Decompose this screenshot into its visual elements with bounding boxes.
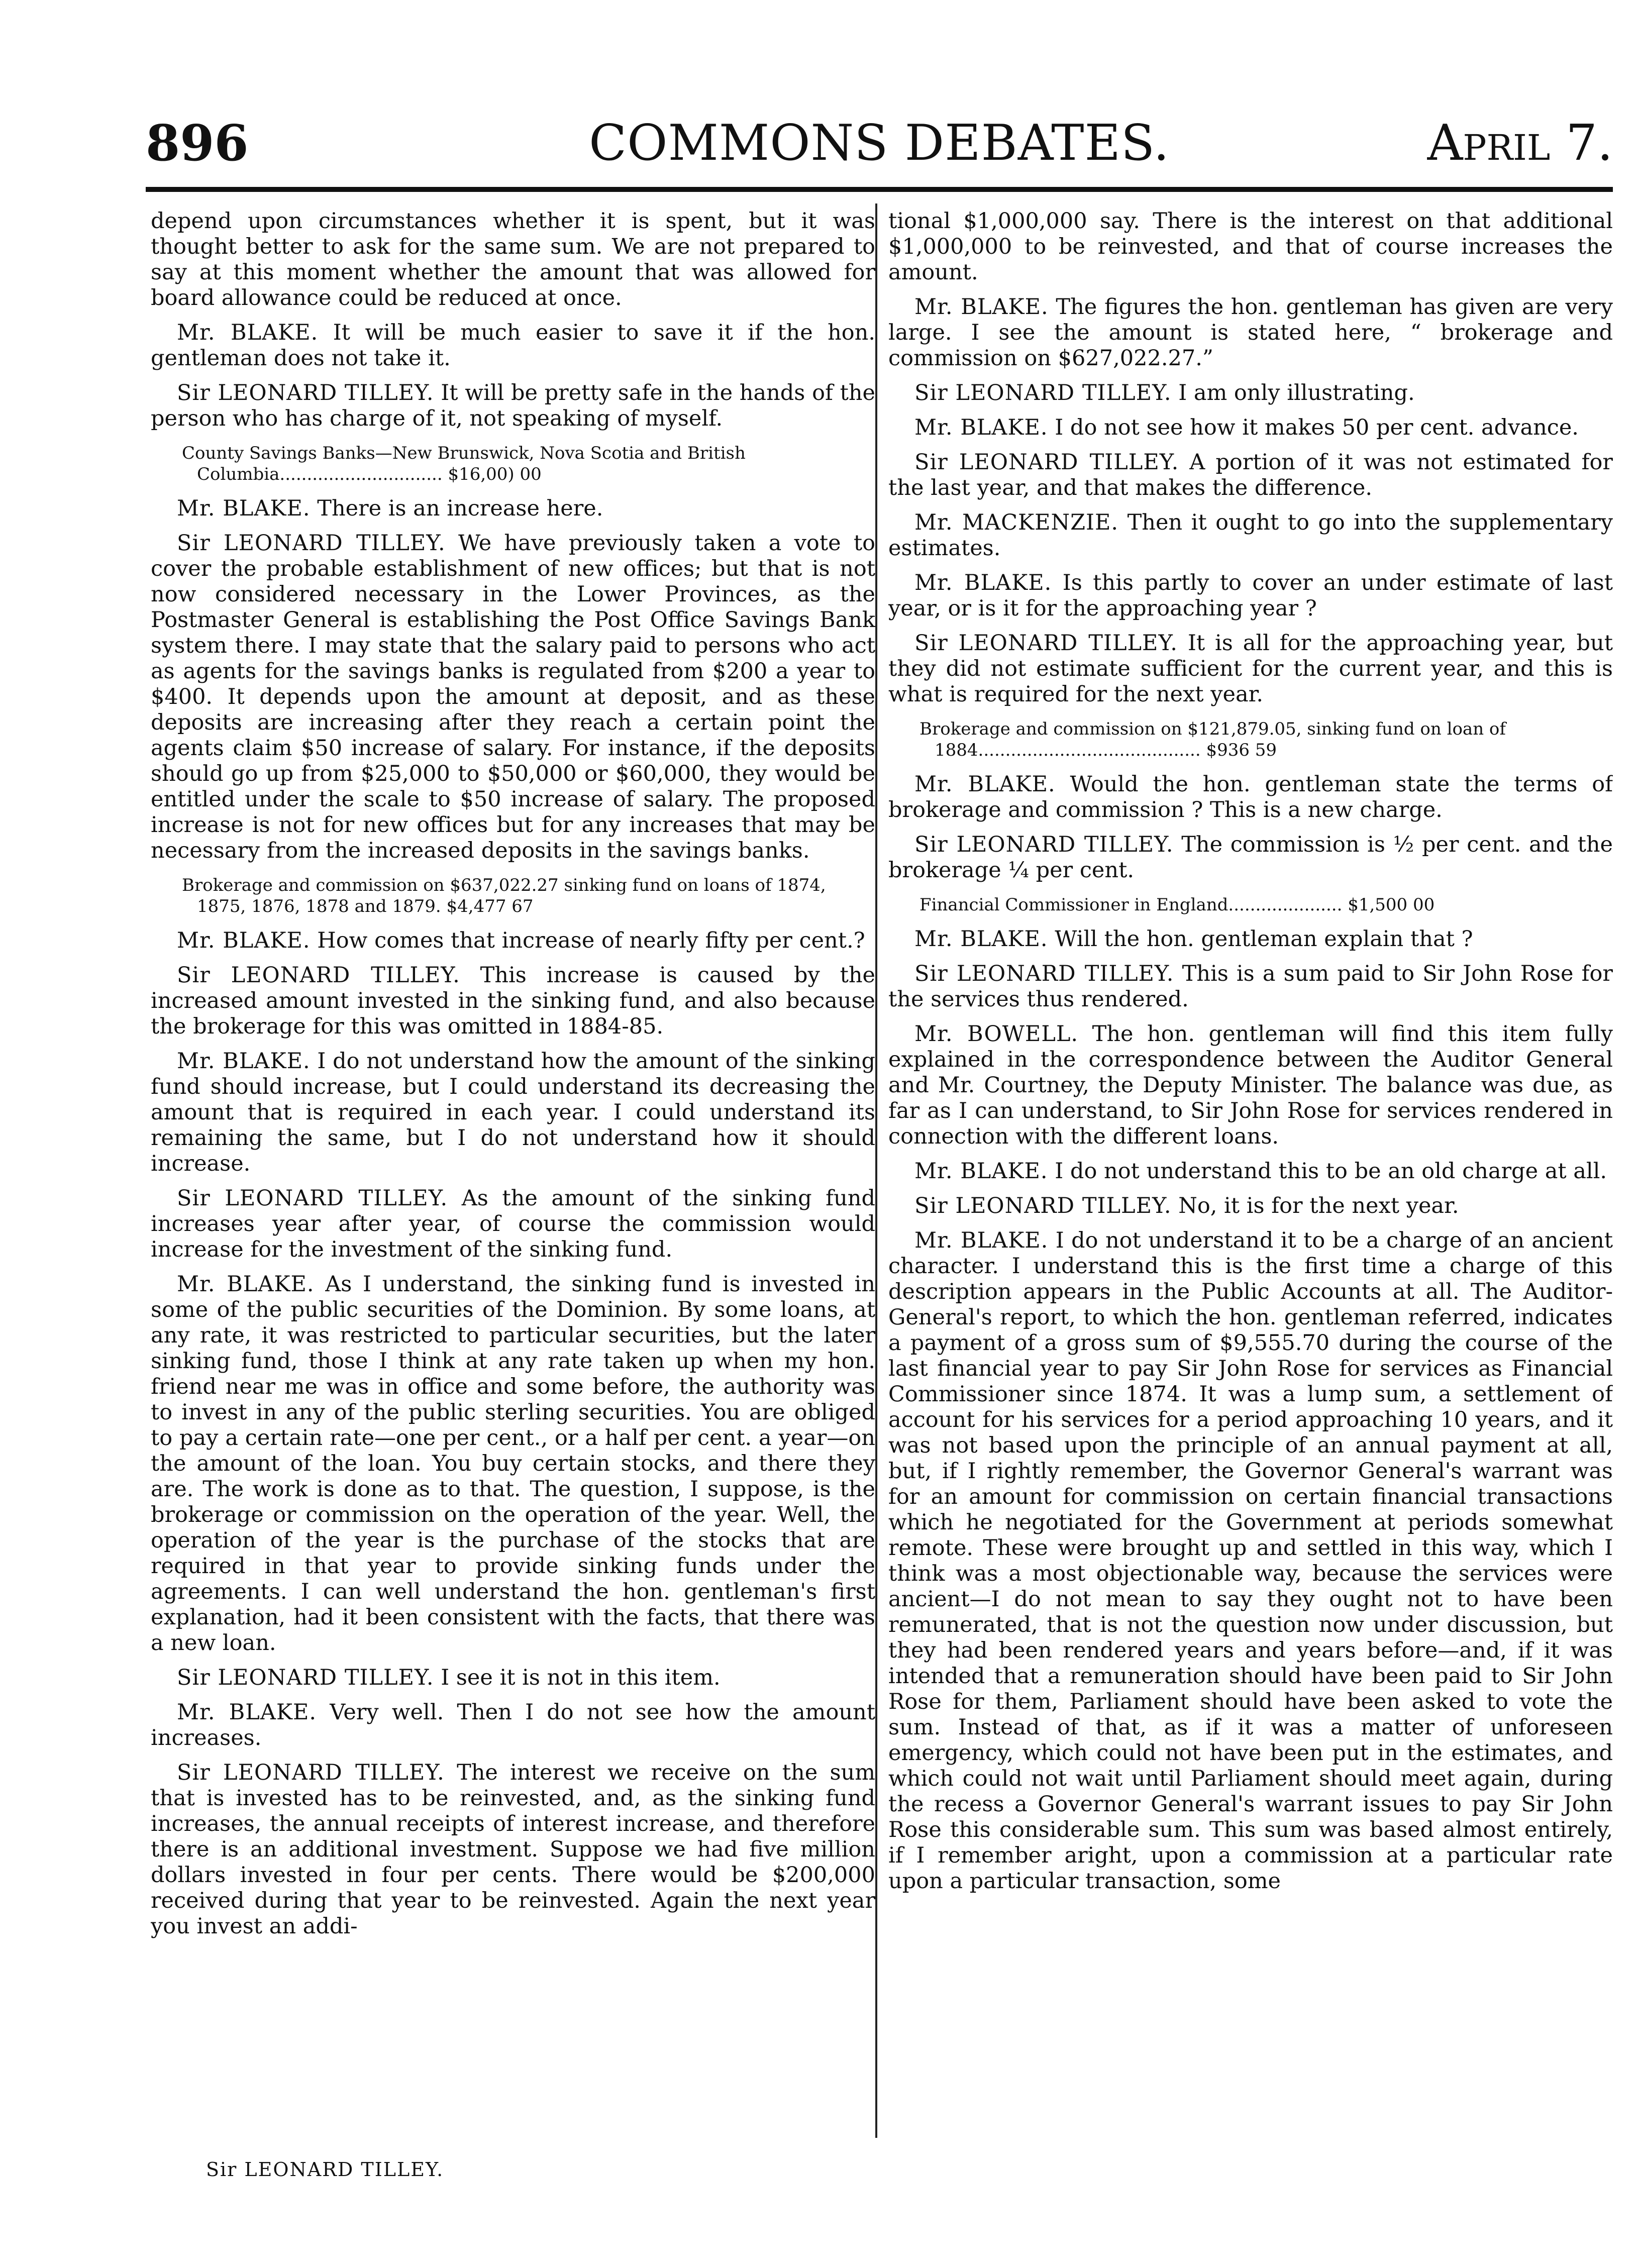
speech-text: This is a sum paid to Sir John Rose for the services thus rendered. (888, 961, 1613, 1012)
item-amount: $936 59 (1206, 740, 1277, 760)
speech-text: The hon. gentleman will find this item fully explained in the correspondence between the Auditor General and Mr. Courtney, the Deputy Minister. The balance was due, as far as I can understand, to Sir John Rose for services rendered in connection with the different loans. (888, 1021, 1613, 1149)
speaker-name: Mr. BLAKE. (177, 1049, 311, 1074)
speech-paragraph (151, 380, 875, 432)
speech-paragraph (151, 1760, 875, 1939)
speaker-name: Sir LEONARD TILLEY. (177, 1760, 445, 1785)
speech-paragraph (151, 320, 875, 371)
date-month-rest: PRIL (1463, 127, 1551, 168)
speech-paragraph (888, 961, 1613, 1012)
speaker-name: Mr. BLAKE. (914, 926, 1048, 952)
speech-text: I do not see how it makes 50 per cent. advance. (1055, 415, 1579, 440)
speech-paragraph (888, 380, 1613, 406)
speech-text: I see it is not in this item. (441, 1665, 721, 1690)
speech-paragraph (888, 1159, 1613, 1184)
speech-paragraph (888, 832, 1613, 883)
page-number: 896 (146, 115, 249, 172)
speaker-name: Mr. BLAKE. (177, 320, 319, 345)
speech-text: It will be pretty safe in the hands of the person who has charge of it, not speaking of myself. (151, 380, 875, 431)
estimate-item (151, 875, 875, 917)
speaker-name: Mr. BOWELL. (914, 1021, 1079, 1047)
speech-paragraph (151, 1049, 875, 1177)
speaker-name: Mr. BLAKE. (914, 415, 1048, 440)
header-rule (146, 187, 1613, 192)
speech-text: I do not understand this to be an old charge at all. (1055, 1159, 1607, 1184)
item-amount: $1,500 00 (1348, 895, 1435, 915)
speech-text: A portion of it was not estimated for the last year, and that makes the difference. (888, 450, 1613, 500)
item-amount: $4,477 67 (446, 896, 534, 916)
speech-paragraph (151, 1272, 875, 1656)
speaker-name: Sir LEONARD TILLEY. (177, 1186, 448, 1211)
page-header (146, 115, 1613, 175)
speech-paragraph (151, 963, 875, 1040)
speech-text: As the amount of the sinking fund increases year after year, of course the commission would increase for the investment of the sinking fund. (151, 1186, 875, 1262)
speech-text: It is all for the approaching year, but they did not estimate sufficient for the current year, and this is what is required for the next year. (888, 631, 1613, 707)
speech-text: I do not understand it to be a charge of an ancient character. I understand this is the first time a charge of this description appears in the Public Accounts at all. The Auditor-General's report, to which the hon. gentleman referred, indicates a payment of a gross sum of $9,555.70 during the course of the last financial year to pay Sir John Rose for services as Financial Commissioner since 1874. It was a lump sum, a settlement of account for his services for a period approaching 10 years, and it was not based upon the principle of an annual payment at all, but, if I rightly remember, the Governor General's warrant was for an amount for commission on certain financial transactions which he negotiated for the Government at periods somewhat remote. These were brought up and settled in this way, which I think was a most objectionable way, because the services were ancient—I do not mean to say they ought not to have been remunerated, that is not the question now under discussion, but they had been rendered years and years before—and, if it was intended that a remuneration should have been paid to Sir John Rose for them, Parliament should have been asked to vote the sum. Instead of that, as if it was a matter of unforeseen emergency, which could not have been put in the estimates, and which could not wait until Parliament should meet again, during the recess a Governor General's warrant issues to pay Sir John Rose this considerable sum. This sum was based almost entirely, if I remember aright, upon a commission at a particular rate upon a particular transaction, some (888, 1228, 1613, 1894)
speech-text: I do not understand how the amount of the sinking fund should increase, but I could understand its decreasing the amount that is required in each year. I could understand its remaining the same, but I do not understand how it should increase. (151, 1049, 875, 1176)
speech-text: Would the hon. gentleman state the terms of brokerage and commission ? This is a new charge. (888, 772, 1613, 822)
speech-text: As I understand, the sinking fund is invested in some of the public securities of the Dominion. By some loans, at any rate, it was restricted to particular securities, but the later sinking fund, those I think at any rate taken up when my hon. friend near me was in office and some before, the authority was to invest in any of the public sterling securities. You are obliged to pay a certain rate—one per cent., or a half per cent. a year—on the amount of the loan. You buy certain stocks, and there they are. The work is done as to that. The question, I suppose, is the brokerage or commission on the operation of the year. Well, the operation of the year is the purchase of the stocks that are required in that year to provide sinking funds under the agreements. I can well understand the hon. gentleman's first explanation, had it been consistent with the facts, that there was a new loan. (151, 1272, 875, 1656)
speaker-name: Sir LEONARD TILLEY. (914, 832, 1174, 857)
date-day: 7. (1566, 115, 1613, 172)
speaker-name: Mr. MACKENZIE. (914, 510, 1119, 535)
speech-text: It will be much easier to save it if the hon. gentleman does not take it. (151, 320, 875, 371)
paragraph-text: depend upon circumstances whether it is spent, but it was thought better to ask for the same sum. We are not prepared to say at this moment whether the amount that was allowed for board allowance could be reduced at once. (151, 209, 875, 311)
paragraph-text: tional $1,000,000 say. There is the interest on that additional $1,000,000 to be reinvested, and that of course increases the amount. (888, 209, 1613, 285)
estimate-item (151, 443, 875, 485)
speech-paragraph (151, 1700, 875, 1751)
speech-paragraph (888, 415, 1613, 441)
item-description: Financial Commissioner in England..................... (919, 895, 1343, 915)
speaker-name: Mr. BLAKE. (177, 496, 311, 521)
continued-paragraph (888, 209, 1613, 285)
speaker-name: Sir LEONARD TILLEY. (914, 631, 1178, 656)
date-month-initial: A (1427, 115, 1463, 172)
column-divider (875, 203, 877, 2138)
speaker-name: Mr. BLAKE. (177, 1700, 317, 1725)
speaker-name: Sir LEONARD TILLEY. (914, 380, 1172, 405)
estimate-item (888, 718, 1613, 761)
speech-text: No, it is for the next year. (1178, 1193, 1459, 1218)
speaker-name: Sir LEONARD TILLEY. (177, 531, 446, 556)
speech-paragraph (151, 1186, 875, 1263)
speech-paragraph (888, 294, 1613, 371)
speaker-name: Mr. BLAKE. (914, 1228, 1049, 1253)
speech-text: We have previously taken a vote to cover the probable establishment of new offices; but that is not now considered necessary in the Lower Provinces, as the Postmaster General is establishing the Post Office Savings Bank system there. I may state that the salary paid to persons who act as agents for the savings banks is regulated from $200 a year to $400. It depends upon the amount at deposit, and as these deposits are increasing after they reach a certain point the agents claim $50 increase of salary. For instance, if the deposits should go up from $25,000 to $50,000 or $60,000, they would be entitled under the scale to $50 increase of salary. The proposed increase is not for new offices but for any increases that may be necessary from the increased deposits in the savings banks. (151, 531, 875, 863)
speaker-name: Mr. BLAKE. (914, 1159, 1048, 1184)
speech-paragraph (151, 928, 875, 954)
speech-text: The commission is ½ per cent. and the brokerage ¼ per cent. (888, 832, 1613, 883)
speech-paragraph (888, 1021, 1613, 1150)
speech-paragraph (888, 1193, 1613, 1219)
speaker-name: Mr. BLAKE. (177, 1272, 315, 1297)
speaker-name: Mr. BLAKE. (177, 928, 311, 953)
speech-paragraph (151, 496, 875, 522)
speaker-name: Mr. BLAKE. (914, 294, 1049, 320)
continued-paragraph (151, 209, 875, 311)
estimate-item (888, 894, 1613, 915)
left-column (151, 209, 875, 2155)
speaker-name: Mr. BLAKE. (914, 570, 1052, 595)
speech-paragraph (888, 450, 1613, 501)
speech-paragraph (888, 926, 1613, 952)
speech-paragraph (888, 631, 1613, 707)
item-description: Brokerage and commission on $121,879.05, sinking fund on loan of 1884......................................... (919, 719, 1506, 760)
speech-text: I am only illustrating. (1178, 380, 1415, 405)
page-title: COMMONS DEBATES. (589, 115, 1170, 172)
speech-paragraph (151, 1665, 875, 1691)
item-amount: $16,00) 00 (448, 464, 542, 484)
speech-text: There is an increase here. (317, 496, 603, 521)
speech-text: The figures the hon. gentleman has given are very large. I see the amount is stated here, “ brokerage and commission on $627,022.27.” (888, 294, 1613, 371)
speech-text: Will the hon. gentleman explain that ? (1055, 926, 1473, 952)
catchword: Sir LEONARD TILLEY. (206, 2158, 444, 2181)
speech-text: How comes that increase of nearly fifty per cent.? (317, 928, 865, 953)
item-description: Brokerage and commission on $637,022.27 sinking fund on loans of 1874, 1875, 1876, 1878 and 1879. (182, 875, 826, 916)
item-description: County Savings Banks—New Brunswick, Nova Scotia and British Columbia.............................. (182, 443, 746, 484)
speaker-name: Sir LEONARD TILLEY. (914, 1193, 1172, 1218)
speech-paragraph (888, 772, 1613, 823)
speech-text: Very well. Then I do not see how the amount increases. (151, 1700, 875, 1750)
speech-paragraph (151, 531, 875, 864)
speaker-name: Mr. BLAKE. (914, 772, 1056, 797)
speech-text: This increase is caused by the increased amount invested in the sinking fund, and also because the brokerage for this was omitted in 1884-85. (151, 963, 875, 1039)
speaker-name: Sir LEONARD TILLEY. (177, 963, 460, 988)
speaker-name: Sir LEONARD TILLEY. (914, 450, 1179, 475)
speaker-name: Sir LEONARD TILLEY. (914, 961, 1174, 986)
speech-paragraph (888, 510, 1613, 561)
speech-paragraph (888, 1228, 1613, 1894)
speaker-name: Sir LEONARD TILLEY. (177, 380, 434, 405)
speech-paragraph (888, 570, 1613, 622)
speech-text: The interest we receive on the sum that is invested has to be reinvested, and, as the sinking fund increases, the annual receipts of interest increase, and therefore there is an additional investment. Suppose we had five million dollars invested in four per cents. There would be $200,000 received during that year to be reinvested. Again the next year you invest an addi- (151, 1760, 875, 1939)
right-column (888, 209, 1613, 2155)
speaker-name: Sir LEONARD TILLEY. (177, 1665, 434, 1690)
speech-text: Then it ought to go into the supplementary estimates. (888, 510, 1613, 561)
speech-text: Is this partly to cover an under estimate of last year, or is it for the approaching year ? (888, 570, 1613, 621)
page-date (1427, 115, 1613, 172)
